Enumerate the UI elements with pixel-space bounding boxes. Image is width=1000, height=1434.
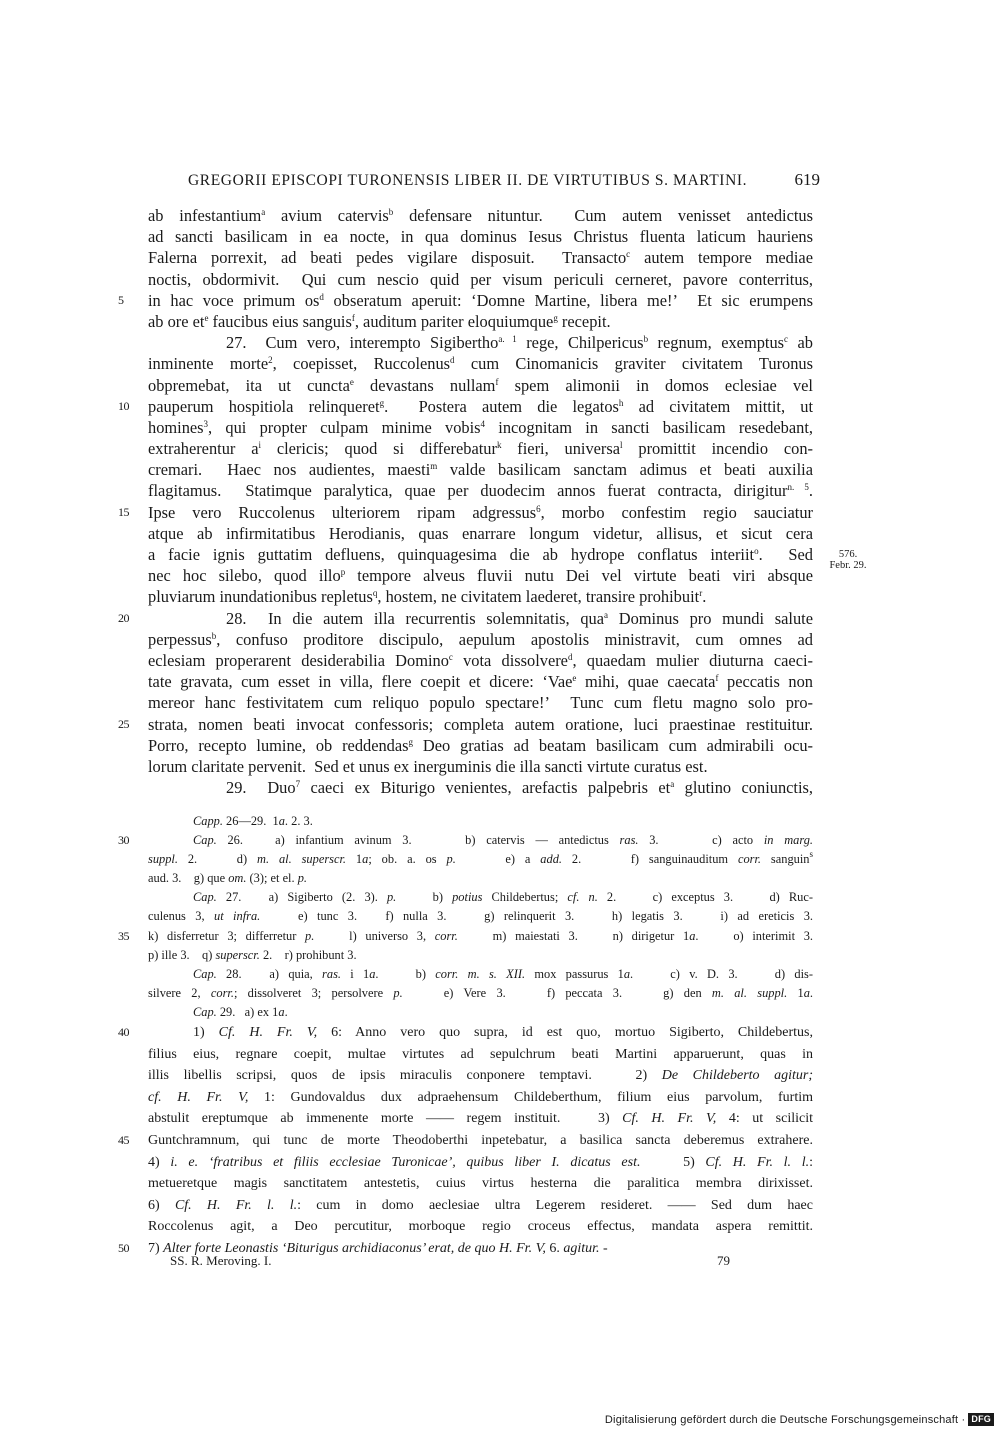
line-text: mereor hanc festivitatem cum reliquo populo spectare!’ Tunc cum fletu magno solo pro- bbox=[148, 693, 813, 713]
line-text: cremari. Haec nos audientes, maesti$^m$ valde basilicam sanctam adimus et beati auxilia bbox=[148, 460, 813, 480]
text-line bbox=[148, 565, 813, 586]
line-text: 28. In die autem illa recurrentis solemnitatis, qua$^a$ Dominus pro mundi salute bbox=[226, 608, 813, 628]
footnote-line bbox=[148, 1065, 813, 1087]
text-line bbox=[148, 438, 813, 459]
line-text: perpessus$^b$, confuso proditore discipulo, aepulum apostolis ministravit, cum omnes ad bbox=[148, 629, 813, 649]
line-text: Cap. 26. a) infantium avinum 3. b) catervis — antedictus ras. 3. c) acto in marg. bbox=[193, 833, 813, 848]
signature-series: SS. R. Meroving. I. bbox=[170, 1253, 272, 1268]
text-line bbox=[148, 226, 813, 247]
line-text: p) ille 3. q) superscr. 2. r) prohibunt 3. bbox=[148, 947, 357, 962]
line-text: flagitamus. Statimque paralytica, quae per duodecim annos fuerat contracta, dirigitur$^{n. 5}$. bbox=[148, 481, 813, 501]
text-line bbox=[118, 608, 813, 629]
line-text: inminente morte$^2$, coepisset, Ruccolenus$^d$ cum Cinomanicis graviter civitatem Turonus bbox=[148, 354, 813, 374]
credit-text: Digitalisierung gefördert durch die Deutsche Forschungsgemeinschaft · bbox=[604, 1413, 966, 1426]
text-line bbox=[148, 777, 813, 798]
running-title: GREGORII EPISCOPI TURONENSIS LIBER II. DE VIRTUTIBUS S. MARTINI. bbox=[188, 172, 748, 189]
line-text: metueretque magis sanctitatem antestetis, cuius virtus hesterna die paralitica membra dirixisset. bbox=[148, 1176, 813, 1192]
line-text: 7) Alter forte Leonastis ‘Biturigus archidiaconus’ erat, de quo H. Fr. V, 6. agitur. - bbox=[148, 1240, 608, 1256]
line-text: extraherentur $a^i$ clericis; quod si differebatur$^k$ fieri, universa$^l$ promittit incendio con- bbox=[148, 439, 813, 459]
footnotes bbox=[118, 1022, 813, 1260]
line-text: eclesiam properarent desiderabilia Domino$^c$ vota dissolvere$^d$, quaedam mulier diuturna caeci- bbox=[148, 650, 813, 670]
margin-date-note bbox=[818, 549, 878, 571]
footnote-line bbox=[148, 1216, 813, 1238]
line-text: ab ore $et^e$ faucibus eius sanguis$^f$, auditum pariter eloquiumque$^g$ recepit. bbox=[148, 311, 611, 331]
text-line bbox=[118, 396, 814, 417]
line-number: 35 bbox=[118, 928, 129, 943]
line-text: k) disferretur 3; differretur p. l) universo 3, corr. m) maiestati 3. n) dirigetur 1a. o) interimit 3. bbox=[148, 928, 814, 943]
line-text: tate gravata, cum esset in villa, flere coepit et dicere: ‘Vae$^e$ mihi, quae caecata$^f$ peccatis non bbox=[148, 672, 813, 692]
critical-apparatus bbox=[118, 812, 814, 1022]
line-text: aud. 3. g) que om. (3); et el. p. bbox=[148, 871, 307, 886]
line-text: noctis, obdormivit. Qui cum nescio quid per visum periculi cerneret, pavore conterritus, bbox=[148, 269, 813, 289]
line-text: 6) Cf. H. Fr. l. l.: cum in domo aeclesiae ultra Legerem resideret. —— Sed dum haec bbox=[148, 1197, 813, 1213]
apparatus-line bbox=[118, 927, 814, 946]
line-text: Cap. 29. a) ex 1a. bbox=[193, 1004, 288, 1019]
line-number: 15 bbox=[118, 504, 129, 519]
text-line bbox=[148, 544, 813, 565]
apparatus-line bbox=[148, 888, 813, 907]
line-text: a facie ignis guttatim defluens, quinquagesima die ab hydrope conflatus interiit$^o$. Sed bbox=[148, 545, 813, 564]
footnote-line bbox=[118, 1130, 813, 1152]
text-line bbox=[148, 692, 813, 713]
footnote-line bbox=[148, 1108, 813, 1130]
line-text: silvere 2, corr.; dissolveret 3; persolvere p. e) Vere 3. f) peccata 3. g) den m. al. suppl. 1a. bbox=[148, 985, 813, 1000]
apparatus-line bbox=[148, 850, 813, 869]
line-text: cf. H. Fr. V, 1: Gundovaldus dux adpraehensum Childeberthum, filium eius parvolum, furtim bbox=[148, 1089, 813, 1105]
text-line bbox=[148, 269, 813, 290]
digitization-credit bbox=[605, 1413, 994, 1426]
text-line bbox=[148, 332, 813, 353]
line-number: 30 bbox=[118, 833, 129, 848]
signature-line bbox=[170, 1253, 730, 1269]
footnote-line bbox=[148, 1152, 813, 1174]
footnote-line bbox=[148, 1087, 813, 1109]
line-text: 1) Cf. H. Fr. V, 6: Anno vero quo supra, id est quo, mortuo Sigiberto, Childebertus, bbox=[193, 1025, 813, 1040]
text-line bbox=[118, 714, 813, 735]
footnote-line bbox=[118, 1022, 813, 1044]
text-line bbox=[118, 502, 813, 523]
text-line bbox=[148, 756, 813, 777]
signature-number: 79 bbox=[717, 1253, 730, 1268]
line-text: strata, nomen beati invocat confessoris; completa autem oratione, luci praestinae restituitur. bbox=[148, 714, 813, 734]
line-text: Falerna porrexit, ad beati pedes vigilare disposuit. Transacto$^c$ autem tempore mediae bbox=[148, 248, 813, 268]
line-number: 50 bbox=[118, 1240, 129, 1255]
dfg-logo: DFG bbox=[968, 1413, 994, 1426]
line-text: atque ab infirmitatibus Herodianis, quas enarrare longum videtur, allisus, et sicut cera bbox=[148, 523, 813, 543]
text-line bbox=[118, 290, 813, 311]
line-number: 10 bbox=[118, 398, 129, 413]
text-line bbox=[148, 459, 813, 480]
apparatus-line bbox=[118, 831, 813, 850]
footnote-line bbox=[148, 1044, 813, 1066]
line-text: 29. Duo$^7$ caeci ex Biturigo venientes, arefactis palpebris $et^a$ glutino coniunctis, bbox=[226, 778, 813, 798]
apparatus-line bbox=[148, 965, 813, 984]
line-text: Capp. 26—29. 1a. 2. 3. bbox=[193, 814, 313, 828]
text-line bbox=[148, 375, 813, 396]
line-text: pluviarum inundationibus repletus$^q$, hostem, ne civitatem laederet, transire prohibuit$^r$. bbox=[148, 587, 707, 607]
line-text: in hac voce primum $os^d$ obseratum aperuit: ‘Domne Martine, libera me!’ Et sic erumpens bbox=[148, 290, 813, 310]
footnote-line bbox=[148, 1195, 813, 1217]
line-text: suppl. 2. d) m. al. superscr. 1a; ob. a. os p. e) a add. 2. f) sanguinauditum corr. sanguin$^s$ bbox=[148, 849, 813, 867]
line-text: Ipse vero Ruccolenus ulteriorem ripam adgressus$^6$, morbo confestim regio sauciatur bbox=[148, 502, 813, 522]
line-text: homines$^3$, qui propter culpam minime vobis$^4$ incognitam in sancti basilicam resedebant, bbox=[148, 417, 813, 437]
line-number: 5 bbox=[118, 292, 124, 307]
text-line bbox=[148, 650, 813, 671]
apparatus-line bbox=[148, 984, 813, 1003]
text-line bbox=[148, 247, 813, 268]
line-text: 4) i. e. ‘fratribus et filiis ecclesiae Turonicae’, quibus liber I. dicatus est. 5) Cf. H. Fr. l. l.: bbox=[148, 1154, 813, 1170]
main-text bbox=[118, 205, 814, 798]
apparatus-line bbox=[148, 946, 813, 965]
line-number: 40 bbox=[118, 1025, 129, 1039]
footnote-line bbox=[148, 1173, 813, 1195]
line-text: pauperum hospitiola relinqueret$^g$. Postera autem die legatos$^h$ ad civitatem mittit, ut bbox=[148, 396, 814, 416]
margin-note-date: Febr. 29. bbox=[829, 560, 867, 571]
margin-note-year: 576. bbox=[838, 549, 858, 560]
line-text: 27. Cum vero, interempto Sigibertho$^{a. 1}$ rege, Chilpericus$^b$ regnum, exemptus$^c$ ab bbox=[226, 333, 813, 353]
text-line bbox=[148, 311, 813, 332]
text-line bbox=[148, 735, 813, 756]
line-text: filius eius, regnare coepit, multae virtutes ad sepulchrum beati Martini apparuerunt, quas in bbox=[148, 1046, 813, 1062]
line-text: Roccolenus agit, a Deo percutitur, morboque regio croceus effectus, mandata aspera remittit. bbox=[148, 1219, 813, 1235]
apparatus-line bbox=[148, 907, 813, 926]
line-text: culenus 3, ut infra. e) tunc 3. f) nulla 3. g) relinquerit 3. h) legatis 3. i) ad ereticis 3. bbox=[148, 909, 814, 924]
running-header bbox=[188, 170, 820, 192]
line-text: Porro, recepto lumine, ob reddendas$^g$ Deo gratias ad beatam basilicam cum admirabili ocu- bbox=[148, 735, 813, 755]
line-number: 20 bbox=[118, 610, 129, 625]
line-text: ab infestantium$^a$ avium catervis$^b$ defensare nituntur. Cum autem venisset antedictus bbox=[148, 206, 813, 225]
line-number: 45 bbox=[118, 1132, 129, 1147]
line-text: nec hoc silebo, quod illo$^p$ tempore alveus fluvii nutu Dei vel virtute beati viri absque bbox=[148, 566, 813, 586]
text-line bbox=[148, 671, 813, 692]
text-line bbox=[148, 480, 813, 501]
line-text: Cap. 28. a) quia, ras. i 1a. b) corr. m. s. XII. mox passurus 1a. c) v. D. 3. d) dis- bbox=[193, 966, 813, 981]
line-number: 25 bbox=[118, 716, 129, 731]
text-line bbox=[148, 417, 813, 438]
text-line bbox=[148, 205, 813, 226]
line-text: obpremebat, ita ut cuncta$^e$ devastans nullam$^f$ spem alimonii in domos eclesiae vel bbox=[148, 375, 813, 395]
text-line bbox=[148, 629, 813, 650]
text-line bbox=[148, 586, 813, 607]
apparatus-line bbox=[148, 812, 813, 831]
apparatus-line bbox=[148, 869, 813, 888]
text-line bbox=[148, 353, 813, 374]
line-text: abstulit ereptumque ab immenente morte —— regem instituit. 3) Cf. H. Fr. V, 4: ut scilicit bbox=[148, 1111, 813, 1127]
line-text: illis libellis scripsi, quos de ipsis miraculis conponere temptavi. 2) De Childeberto agitur; bbox=[148, 1068, 813, 1084]
line-text: ad sancti basilicam in ea nocte, in qua dominus Iesus Christus fluenta laticum hauriens bbox=[148, 227, 813, 247]
text-line bbox=[148, 523, 813, 544]
line-text: Cap. 27. a) Sigiberto (2. 3). p. b) potius Childebertus; cf. n. 2. c) exceptus 3. d) Ruc- bbox=[193, 890, 813, 905]
line-text: Guntchramnum, qui tunc de morte Theodoberthi inpetebatur, a basilica sancta deberemus extrahere. bbox=[148, 1132, 813, 1148]
page-number: 619 bbox=[794, 170, 820, 189]
line-text: lorum claritate pervenit. Sed et unus ex inerguminis die illa sancti virtute curatus est. bbox=[148, 756, 708, 776]
apparatus-line bbox=[148, 1003, 813, 1022]
